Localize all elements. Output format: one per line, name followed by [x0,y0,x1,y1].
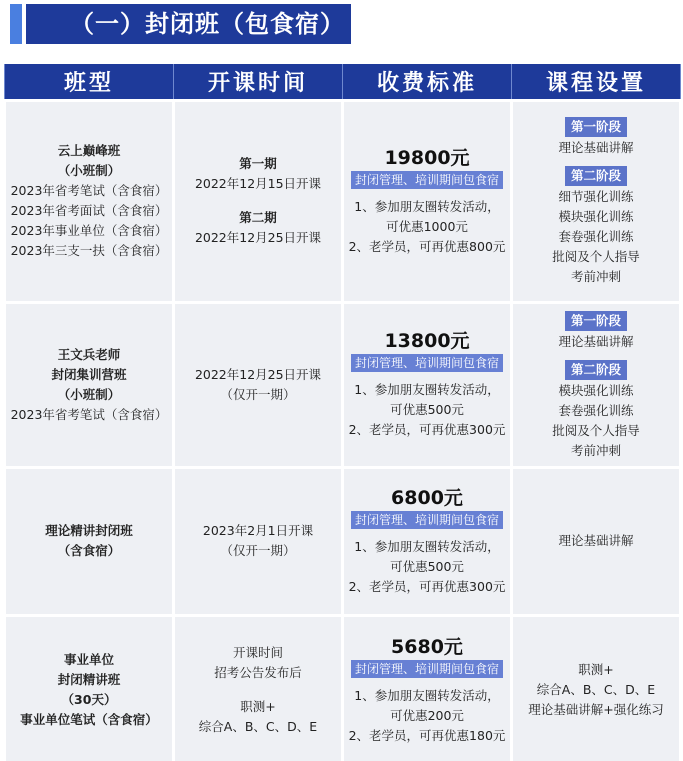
class-duration: （30天） [61,692,117,707]
stage-badge: 第一阶段 [565,311,627,331]
class-scope: 2023年省考笔试（含食宿） [10,183,168,198]
class-name: 封闭集训营班 [51,366,127,382]
period-date: 2022年12月15日开课 [194,176,322,191]
discount-line: 2、老学员，可再优惠300元 [348,578,506,594]
course-item: 考前冲刺 [570,269,621,284]
discount-line: 2、老学员，可再优惠800元 [348,238,506,254]
discount-line: 可优惠500元 [390,558,464,574]
class-scope: 2023年事业单位（含食宿） [10,223,168,238]
price: 6800元 [391,486,463,509]
stage-badge: 第二阶段 [565,360,627,380]
course-item: 模块强化训练 [558,209,634,224]
class-name: 封闭精讲班 [57,672,121,687]
period-note: （仅开一期） [220,543,296,558]
class-name: 云上巅峰班 [57,143,121,158]
discount-line: 可优惠200元 [390,707,464,723]
class-type-cell [5,100,174,302]
course-cell [512,615,681,761]
course-item: 综合A、B、C、D、E [536,682,656,697]
class-size: （小班制） [57,163,121,178]
discount-line: 1、参加朋友圈转发活动， [354,687,500,703]
header-course: 课程设置 [512,64,681,100]
header-class-type: 班型 [5,64,174,100]
course-item: 套卷强化训练 [558,402,634,418]
section-title-bar [0,4,360,44]
subject-label: 职测+ [240,699,276,714]
fee-tag: 封闭管理、培训期间包食宿 [351,171,503,189]
class-scope: 事业单位笔试（含食宿） [20,712,158,727]
table-row [5,615,681,761]
course-item: 批阅及个人指导 [552,249,640,264]
class-scope: 2023年省考面试（含食宿） [10,203,168,218]
discount-line: 2、老学员，可再优惠300元 [348,422,506,437]
title-accent-bar [10,4,22,44]
price: 13800元 [384,330,470,352]
course-item: 职测+ [578,662,614,677]
stage-badge: 第一阶段 [565,117,627,137]
class-scope: （含食宿） [57,543,121,558]
discount-line: 可优惠1000元 [386,218,468,234]
discount-line: 1、参加朋友圈转发活动， [354,198,500,214]
time-label: 开课时间 [232,645,283,660]
period-label: 第二期 [239,210,277,225]
header-start-time: 开课时间 [174,64,343,100]
period-note: （仅开一期） [220,386,296,402]
class-type-cell [5,615,174,761]
course-item: 理论基础讲解+强化练习 [528,702,664,717]
discount-line: 可优惠500元 [390,402,464,417]
class-name: 理论精讲封闭班 [45,523,133,538]
class-type-cell [5,467,174,615]
class-size: （小班制） [57,386,121,402]
fee-cell [343,467,512,615]
course-item: 理论基础讲解 [558,533,634,548]
fee-cell [343,615,512,761]
period-label: 第一期 [239,156,277,171]
course-cell [512,302,681,467]
course-item: 模块强化训练 [558,382,634,398]
table-row [5,302,681,467]
fee-cell [343,302,512,467]
period-date: 2022年12月25日开课 [194,230,322,245]
section-title: （一）封闭班（包食宿） [26,4,351,44]
stage-badge: 第二阶段 [565,166,627,186]
discount-line: 2、老学员，可再优惠180元 [348,727,506,743]
class-name: 王文兵老师 [57,346,121,362]
subject-items: 综合A、B、C、D、E [198,719,318,734]
class-table [3,64,682,761]
period-date: 2022年12月25日开课 [194,366,322,382]
price: 5680元 [391,635,463,658]
fee-tag: 封闭管理、培训期间包食宿 [351,511,503,529]
course-cell [512,467,681,615]
fee-tag: 封闭管理、培训期间包食宿 [351,660,503,678]
class-type-cell [5,302,174,467]
table-row [5,467,681,615]
class-name: 事业单位 [63,652,114,667]
course-item: 理论基础讲解 [558,333,634,349]
header-fee: 收费标准 [343,64,512,100]
fee-tag: 封闭管理、培训期间包食宿 [351,354,503,372]
table-row [5,100,681,302]
course-item: 细节强化训练 [558,189,634,204]
course-item: 批阅及个人指导 [552,422,640,438]
time-value: 招考公告发布后 [214,665,302,680]
start-time-cell [174,615,343,761]
course-item: 考前冲刺 [570,442,621,458]
course-cell [512,100,681,302]
start-time-cell [174,100,343,302]
discount-line: 1、参加朋友圈转发活动， [354,538,500,554]
course-item: 理论基础讲解 [558,140,634,155]
period-date: 2023年2月1日开课 [202,523,314,538]
start-time-cell [174,302,343,467]
discount-line: 1、参加朋友圈转发活动， [354,382,500,397]
class-scope: 2023年三支一扶（含食宿） [10,243,168,258]
course-item: 套卷强化训练 [558,229,634,244]
class-scope: 2023年省考笔试（含食宿） [10,406,168,422]
start-time-cell [174,467,343,615]
table-header-row [5,64,681,100]
fee-cell [343,100,512,302]
price: 19800元 [384,146,470,169]
